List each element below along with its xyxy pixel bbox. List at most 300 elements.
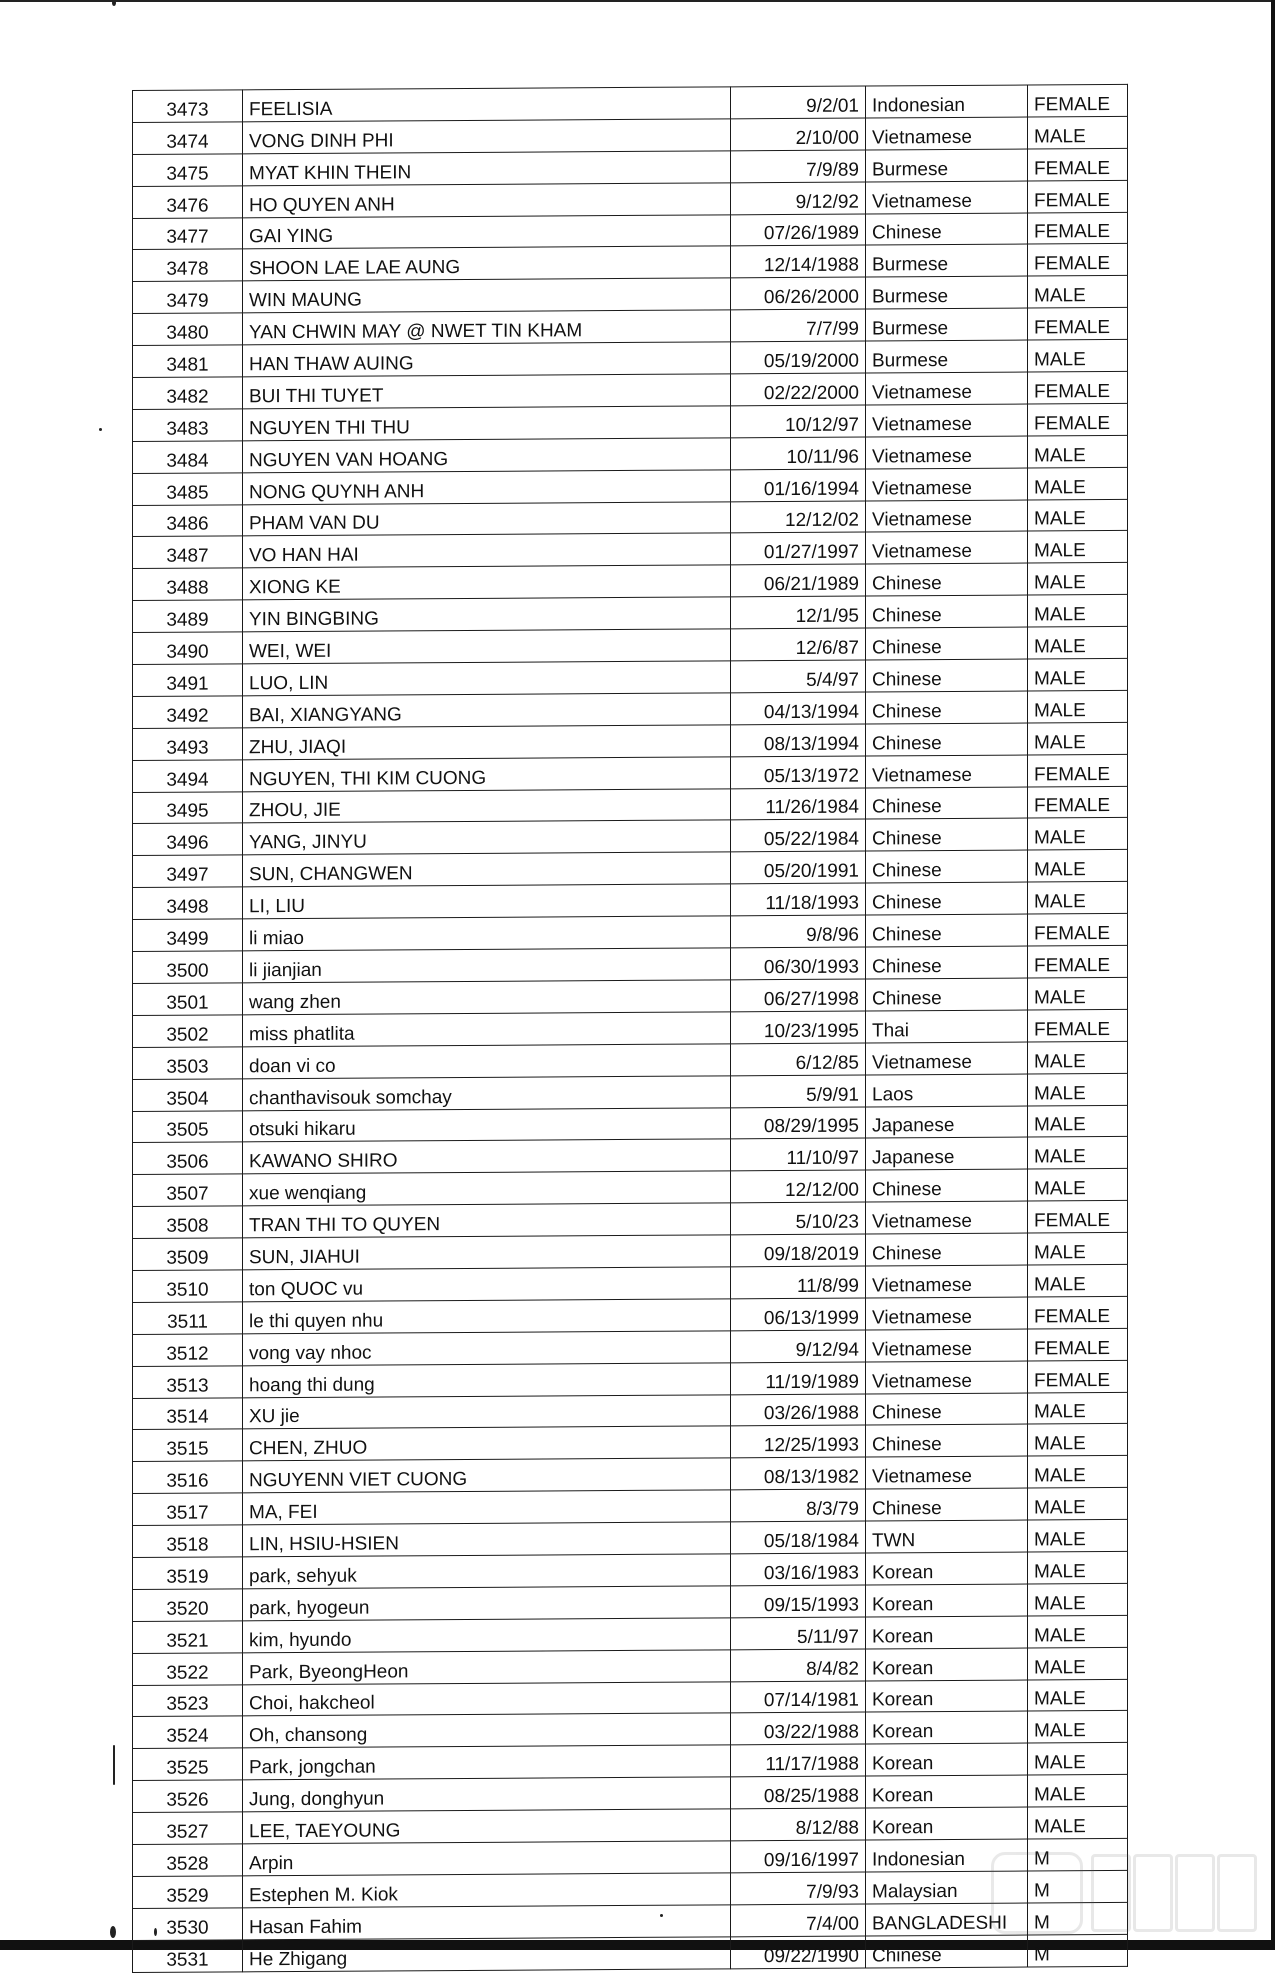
- record-name: xue wenqiang: [243, 1171, 731, 1206]
- record-nationality: Vietnamese: [866, 404, 1028, 437]
- record-nationality: Thai: [866, 1010, 1028, 1043]
- record-name: NGUYENN VIET CUONG: [243, 1458, 731, 1493]
- watermark-badge: [991, 1852, 1083, 1934]
- record-nationality: Chinese: [866, 1488, 1028, 1521]
- record-id: 3494: [133, 760, 243, 793]
- record-gender: MALE: [1028, 627, 1128, 660]
- record-name: NGUYEN, THI KIM CUONG: [243, 757, 731, 792]
- record-name: FEELISIA: [243, 87, 731, 122]
- record-gender: FEMALE: [1028, 786, 1128, 819]
- record-name: XU jie: [243, 1394, 731, 1429]
- record-date-of-birth: 07/14/1981: [731, 1681, 866, 1714]
- record-nationality: Korean: [866, 1775, 1028, 1808]
- record-nationality: Burmese: [866, 244, 1028, 277]
- record-name: HO QUYEN ANH: [243, 183, 731, 218]
- record-id: 3473: [133, 90, 243, 123]
- record-gender: MALE: [1028, 1775, 1128, 1808]
- record-name: Jung, donghyun: [243, 1777, 731, 1812]
- record-id: 3520: [133, 1589, 243, 1622]
- record-name: hoang thi dung: [243, 1362, 731, 1397]
- record-name: Park, ByeongHeon: [243, 1649, 731, 1684]
- record-gender: MALE: [1028, 1105, 1128, 1138]
- record-id: 3525: [133, 1748, 243, 1781]
- record-date-of-birth: 02/22/2000: [731, 373, 866, 406]
- record-gender: MALE: [1028, 467, 1128, 500]
- record-id: 3528: [133, 1844, 243, 1877]
- record-date-of-birth: 12/12/02: [731, 501, 866, 534]
- record-id: 3501: [133, 983, 243, 1016]
- record-name: WIN MAUNG: [243, 278, 731, 313]
- record-date-of-birth: 12/6/87: [731, 628, 866, 661]
- record-id: 3489: [133, 600, 243, 633]
- record-date-of-birth: 09/16/1997: [731, 1840, 866, 1873]
- record-nationality: Laos: [866, 1074, 1028, 1107]
- record-id: 3514: [133, 1397, 243, 1430]
- record-date-of-birth: 03/16/1983: [731, 1553, 866, 1586]
- record-date-of-birth: 06/13/1999: [731, 1298, 866, 1331]
- record-date-of-birth: 12/12/00: [731, 1170, 866, 1203]
- record-id: 3527: [133, 1812, 243, 1845]
- record-name: NGUYEN VAN HOANG: [243, 438, 731, 473]
- record-id: 3497: [133, 855, 243, 888]
- record-nationality: Chinese: [866, 946, 1028, 979]
- record-date-of-birth: 04/13/1994: [731, 692, 866, 725]
- record-gender: M: [1028, 1902, 1128, 1935]
- record-name: LUO, LIN: [243, 661, 731, 696]
- record-gender: MALE: [1028, 595, 1128, 628]
- record-date-of-birth: 9/12/94: [731, 1330, 866, 1363]
- record-date-of-birth: 01/27/1997: [731, 532, 866, 565]
- record-id: 3474: [133, 122, 243, 155]
- record-date-of-birth: 7/9/93: [731, 1872, 866, 1905]
- record-date-of-birth: 09/22/1990: [731, 1936, 866, 1969]
- record-nationality: Chinese: [866, 723, 1028, 756]
- record-id: 3483: [133, 409, 243, 442]
- record-gender: MALE: [1028, 1519, 1128, 1552]
- record-gender: FEMALE: [1028, 1360, 1128, 1393]
- record-gender: FEMALE: [1028, 1009, 1128, 1042]
- record-gender: FEMALE: [1028, 84, 1128, 117]
- record-gender: MALE: [1028, 1743, 1128, 1776]
- record-id: 3513: [133, 1365, 243, 1398]
- record-nationality: Vietnamese: [866, 531, 1028, 564]
- record-gender: MALE: [1028, 1264, 1128, 1297]
- record-id: 3480: [133, 313, 243, 346]
- record-id: 3508: [133, 1206, 243, 1239]
- record-date-of-birth: 08/25/1988: [731, 1776, 866, 1809]
- record-name: chanthavisouk somchay: [243, 1075, 731, 1110]
- record-name: ZHOU, JIE: [243, 788, 731, 823]
- record-gender: FEMALE: [1028, 1296, 1128, 1329]
- record-nationality: Vietnamese: [866, 1297, 1028, 1330]
- record-id: 3499: [133, 919, 243, 952]
- record-id: 3517: [133, 1493, 243, 1526]
- record-gender: MALE: [1028, 818, 1128, 851]
- record-id: 3523: [133, 1684, 243, 1717]
- record-id: 3487: [133, 536, 243, 569]
- record-gender: FEMALE: [1028, 754, 1128, 787]
- record-name: MA, FEI: [243, 1490, 731, 1525]
- record-id: 3518: [133, 1525, 243, 1558]
- record-nationality: Chinese: [866, 1393, 1028, 1426]
- scan-edge-top: [0, 0, 1275, 2]
- record-gender: FEMALE: [1028, 945, 1128, 978]
- watermark-glyph: [1175, 1854, 1215, 1932]
- record-date-of-birth: 05/18/1984: [731, 1521, 866, 1554]
- record-date-of-birth: 11/18/1993: [731, 883, 866, 916]
- record-name: SHOON LAE LAE AUNG: [243, 246, 731, 281]
- record-nationality: Burmese: [866, 276, 1028, 309]
- scan-edge-right: [1271, 0, 1275, 1950]
- record-name: wang zhen: [243, 980, 731, 1015]
- record-name: CHEN, ZHUO: [243, 1426, 731, 1461]
- record-nationality: Chinese: [866, 1424, 1028, 1457]
- record-gender: MALE: [1028, 850, 1128, 883]
- record-gender: MALE: [1028, 1615, 1128, 1648]
- record-nationality: Chinese: [866, 787, 1028, 820]
- record-gender: M: [1028, 1838, 1128, 1871]
- record-name: kim, hyundo: [243, 1618, 731, 1653]
- record-nationality: Vietnamese: [866, 372, 1028, 405]
- record-id: 3510: [133, 1270, 243, 1303]
- record-nationality: Chinese: [866, 595, 1028, 628]
- record-date-of-birth: 12/25/1993: [731, 1425, 866, 1458]
- record-nationality: Chinese: [866, 882, 1028, 915]
- record-date-of-birth: 12/14/1988: [731, 245, 866, 278]
- record-name: li miao: [243, 916, 731, 951]
- record-id: 3530: [133, 1908, 243, 1941]
- roster-table-body: [133, 84, 1128, 1972]
- record-nationality: Vietnamese: [866, 436, 1028, 469]
- record-gender: MALE: [1028, 1041, 1128, 1074]
- record-gender: MALE: [1028, 116, 1128, 149]
- record-name: Hasan Fahim: [243, 1905, 731, 1940]
- record-name: Estephen M. Kiok: [243, 1873, 731, 1908]
- record-name: BUI THI TUYET: [243, 374, 731, 409]
- record-date-of-birth: 11/10/97: [731, 1138, 866, 1171]
- record-date-of-birth: 8/4/82: [731, 1649, 866, 1682]
- record-name: miss phatlita: [243, 1012, 731, 1047]
- record-name: VONG DINH PHI: [243, 119, 731, 154]
- record-nationality: Chinese: [866, 691, 1028, 724]
- record-id: 3516: [133, 1461, 243, 1494]
- record-nationality: Korean: [866, 1680, 1028, 1713]
- record-gender: MALE: [1028, 722, 1128, 755]
- record-gender: MALE: [1028, 435, 1128, 468]
- record-date-of-birth: 11/8/99: [731, 1266, 866, 1299]
- record-date-of-birth: 08/13/1982: [731, 1457, 866, 1490]
- record-name: Park, jongchan: [243, 1745, 731, 1780]
- record-gender: MALE: [1028, 658, 1128, 691]
- record-name: WEI, WEI: [243, 629, 731, 664]
- record-id: 3491: [133, 664, 243, 697]
- record-nationality: Vietnamese: [866, 1456, 1028, 1489]
- record-name: YAN CHWIN MAY @ NWET TIN KHAM: [243, 310, 731, 345]
- record-id: 3519: [133, 1557, 243, 1590]
- record-gender: FEMALE: [1028, 914, 1128, 947]
- record-date-of-birth: 8/3/79: [731, 1489, 866, 1522]
- table-row: [133, 1934, 1128, 1972]
- scan-speck: [99, 428, 102, 431]
- record-name: ton QUOC vu: [243, 1267, 731, 1302]
- record-id: 3521: [133, 1621, 243, 1654]
- record-date-of-birth: 05/22/1984: [731, 820, 866, 853]
- record-nationality: Chinese: [866, 914, 1028, 947]
- record-date-of-birth: 10/11/96: [731, 437, 866, 470]
- record-name: LIN, HSIU-HSIEN: [243, 1522, 731, 1557]
- record-gender: FEMALE: [1028, 212, 1128, 245]
- record-nationality: Chinese: [866, 213, 1028, 246]
- record-nationality: Vietnamese: [866, 1042, 1028, 1075]
- record-nationality: Korean: [866, 1584, 1028, 1617]
- record-id: 3486: [133, 504, 243, 537]
- record-id: 3522: [133, 1652, 243, 1685]
- record-date-of-birth: 08/13/1994: [731, 724, 866, 757]
- watermark-logo-icon: [991, 1844, 1261, 1936]
- record-nationality: Indonesian: [866, 85, 1028, 118]
- record-gender: MALE: [1028, 563, 1128, 596]
- record-id: 3526: [133, 1780, 243, 1813]
- record-nationality: Korean: [866, 1743, 1028, 1776]
- record-gender: MALE: [1028, 1232, 1128, 1265]
- record-date-of-birth: 7/9/89: [731, 150, 866, 183]
- record-gender: FEMALE: [1028, 244, 1128, 277]
- record-nationality: Chinese: [866, 659, 1028, 692]
- record-date-of-birth: 06/21/1989: [731, 564, 866, 597]
- record-nationality: Chinese: [866, 978, 1028, 1011]
- record-date-of-birth: 2/10/00: [731, 118, 866, 151]
- record-name: BAI, XIANGYANG: [243, 693, 731, 728]
- record-id: 3478: [133, 249, 243, 282]
- record-id: 3503: [133, 1047, 243, 1080]
- record-gender: MALE: [1028, 977, 1128, 1010]
- watermark-glyph: [1217, 1854, 1257, 1932]
- record-name: XIONG KE: [243, 565, 731, 600]
- record-gender: MALE: [1028, 1711, 1128, 1744]
- record-name: otsuki hikaru: [243, 1107, 731, 1142]
- record-nationality: Korean: [866, 1616, 1028, 1649]
- record-name: Arpin: [243, 1841, 731, 1876]
- record-name: YANG, JINYU: [243, 820, 731, 855]
- record-date-of-birth: 03/26/1988: [731, 1394, 866, 1427]
- record-date-of-birth: 5/9/91: [731, 1075, 866, 1108]
- record-id: 3481: [133, 345, 243, 378]
- record-name: He Zhigang: [243, 1937, 731, 1972]
- record-gender: MALE: [1028, 1583, 1128, 1616]
- record-gender: MALE: [1028, 882, 1128, 915]
- record-gender: MALE: [1028, 1807, 1128, 1840]
- record-gender: FEMALE: [1028, 180, 1128, 213]
- record-gender: MALE: [1028, 1169, 1128, 1202]
- record-gender: FEMALE: [1028, 1201, 1128, 1234]
- record-id: 3502: [133, 1015, 243, 1048]
- record-nationality: Vietnamese: [866, 1201, 1028, 1234]
- record-id: 3504: [133, 1078, 243, 1111]
- record-gender: MALE: [1028, 1679, 1128, 1712]
- record-nationality: Vietnamese: [866, 1361, 1028, 1394]
- record-id: 3506: [133, 1142, 243, 1175]
- record-gender: M: [1028, 1870, 1128, 1903]
- record-id: 3531: [133, 1939, 243, 1972]
- record-date-of-birth: 09/18/2019: [731, 1234, 866, 1267]
- record-date-of-birth: 01/16/1994: [731, 469, 866, 502]
- record-id: 3493: [133, 728, 243, 761]
- record-gender: FEMALE: [1028, 308, 1128, 341]
- record-nationality: Korean: [866, 1807, 1028, 1840]
- record-id: 3490: [133, 632, 243, 665]
- record-id: 3485: [133, 473, 243, 506]
- record-id: 3488: [133, 568, 243, 601]
- record-nationality: Malaysian: [866, 1871, 1028, 1904]
- record-date-of-birth: 05/13/1972: [731, 756, 866, 789]
- record-date-of-birth: 10/23/1995: [731, 1011, 866, 1044]
- scan-speck: [112, 0, 116, 6]
- record-nationality: Burmese: [866, 308, 1028, 341]
- record-nationality: Chinese: [866, 1233, 1028, 1266]
- record-gender: MALE: [1028, 1392, 1128, 1425]
- record-name: park, sehyuk: [243, 1554, 731, 1589]
- record-id: 3524: [133, 1716, 243, 1749]
- record-date-of-birth: 9/2/01: [731, 86, 866, 119]
- record-nationality: Korean: [866, 1648, 1028, 1681]
- record-name: GAI YING: [243, 214, 731, 249]
- record-date-of-birth: 06/30/1993: [731, 947, 866, 980]
- record-nationality: Vietnamese: [866, 1329, 1028, 1362]
- watermark-glyph: [1091, 1854, 1131, 1932]
- record-date-of-birth: 10/12/97: [731, 405, 866, 438]
- record-gender: MALE: [1028, 1456, 1128, 1489]
- record-id: 3482: [133, 377, 243, 410]
- record-nationality: BANGLADESHI: [866, 1903, 1028, 1936]
- record-id: 3496: [133, 823, 243, 856]
- record-name: LEE, TAEYOUNG: [243, 1809, 731, 1844]
- record-id: 3492: [133, 696, 243, 729]
- scan-speck: [660, 1914, 663, 1917]
- record-id: 3476: [133, 185, 243, 218]
- record-date-of-birth: 11/26/1984: [731, 788, 866, 821]
- record-nationality: Burmese: [866, 340, 1028, 373]
- record-gender: M: [1028, 1934, 1128, 1967]
- record-nationality: Burmese: [866, 149, 1028, 182]
- record-name: SUN, CHANGWEN: [243, 852, 731, 887]
- record-name: TRAN THI TO QUYEN: [243, 1203, 731, 1238]
- record-date-of-birth: 5/4/97: [731, 660, 866, 693]
- roster-table: [132, 84, 1128, 1973]
- record-nationality: Vietnamese: [866, 1265, 1028, 1298]
- record-name: Choi, hakcheol: [243, 1681, 731, 1716]
- record-name: NONG QUYNH ANH: [243, 470, 731, 505]
- record-nationality: TWN: [866, 1520, 1028, 1553]
- record-name: ZHU, JIAQI: [243, 725, 731, 760]
- record-name: park, hyogeun: [243, 1586, 731, 1621]
- record-date-of-birth: 05/20/1991: [731, 851, 866, 884]
- record-date-of-birth: 9/8/96: [731, 915, 866, 948]
- record-nationality: Vietnamese: [866, 181, 1028, 214]
- record-gender: MALE: [1028, 276, 1128, 309]
- record-id: 3505: [133, 1110, 243, 1143]
- scan-speck: [154, 1928, 157, 1936]
- record-gender: FEMALE: [1028, 403, 1128, 436]
- record-gender: MALE: [1028, 1647, 1128, 1680]
- record-id: 3498: [133, 887, 243, 920]
- record-id: 3509: [133, 1238, 243, 1271]
- record-gender: MALE: [1028, 690, 1128, 723]
- record-gender: FEMALE: [1028, 1328, 1128, 1361]
- record-nationality: Japanese: [866, 1137, 1028, 1170]
- record-gender: FEMALE: [1028, 148, 1128, 181]
- record-nationality: Vietnamese: [866, 117, 1028, 150]
- record-name: MYAT KHIN THEIN: [243, 151, 731, 186]
- record-nationality: Vietnamese: [866, 500, 1028, 533]
- record-name: KAWANO SHIRO: [243, 1139, 731, 1174]
- record-date-of-birth: 5/10/23: [731, 1202, 866, 1235]
- record-id: 3477: [133, 217, 243, 250]
- record-nationality: Chinese: [866, 1935, 1028, 1968]
- record-gender: MALE: [1028, 531, 1128, 564]
- record-id: 3479: [133, 281, 243, 314]
- record-name: PHAM VAN DU: [243, 501, 731, 536]
- record-name: li jianjian: [243, 948, 731, 983]
- record-name: le thi quyen nhu: [243, 1299, 731, 1334]
- record-name: doan vi co: [243, 1044, 731, 1079]
- record-nationality: Vietnamese: [866, 468, 1028, 501]
- record-id: 3515: [133, 1429, 243, 1462]
- record-name: LI, LIU: [243, 884, 731, 919]
- record-id: 3475: [133, 154, 243, 187]
- record-date-of-birth: 08/29/1995: [731, 1107, 866, 1140]
- record-gender: MALE: [1028, 1551, 1128, 1584]
- record-date-of-birth: 06/27/1998: [731, 979, 866, 1012]
- record-id: 3495: [133, 791, 243, 824]
- record-gender: FEMALE: [1028, 371, 1128, 404]
- record-date-of-birth: 07/26/1989: [731, 214, 866, 247]
- record-date-of-birth: 11/19/1989: [731, 1362, 866, 1395]
- record-date-of-birth: 5/11/97: [731, 1617, 866, 1650]
- record-date-of-birth: 7/7/99: [731, 309, 866, 342]
- record-date-of-birth: 11/17/1988: [731, 1744, 866, 1777]
- record-id: 3511: [133, 1302, 243, 1335]
- scan-speck: [110, 1926, 116, 1938]
- record-gender: MALE: [1028, 1137, 1128, 1170]
- record-nationality: Chinese: [866, 819, 1028, 852]
- record-nationality: Chinese: [866, 1169, 1028, 1202]
- record-date-of-birth: 09/15/1993: [731, 1585, 866, 1618]
- record-date-of-birth: 9/12/92: [731, 182, 866, 215]
- record-nationality: Korean: [866, 1552, 1028, 1585]
- record-date-of-birth: 8/12/88: [731, 1808, 866, 1841]
- record-name: Oh, chansong: [243, 1713, 731, 1748]
- record-id: 3529: [133, 1876, 243, 1909]
- record-nationality: Korean: [866, 1711, 1028, 1744]
- record-nationality: Chinese: [866, 850, 1028, 883]
- record-gender: MALE: [1028, 340, 1128, 373]
- record-name: NGUYEN THI THU: [243, 406, 731, 441]
- record-gender: MALE: [1028, 1424, 1128, 1457]
- record-date-of-birth: 12/1/95: [731, 596, 866, 629]
- record-name: YIN BINGBING: [243, 597, 731, 632]
- scan-speck: [113, 1745, 115, 1785]
- watermark-glyph: [1133, 1854, 1173, 1932]
- record-name: vong vay nhoc: [243, 1331, 731, 1366]
- record-id: 3484: [133, 441, 243, 474]
- record-name: VO HAN HAI: [243, 533, 731, 568]
- record-nationality: Japanese: [866, 1106, 1028, 1139]
- record-date-of-birth: 05/19/2000: [731, 341, 866, 374]
- record-gender: MALE: [1028, 1073, 1128, 1106]
- record-date-of-birth: 7/4/00: [731, 1904, 866, 1937]
- record-id: 3500: [133, 951, 243, 984]
- record-id: 3507: [133, 1174, 243, 1207]
